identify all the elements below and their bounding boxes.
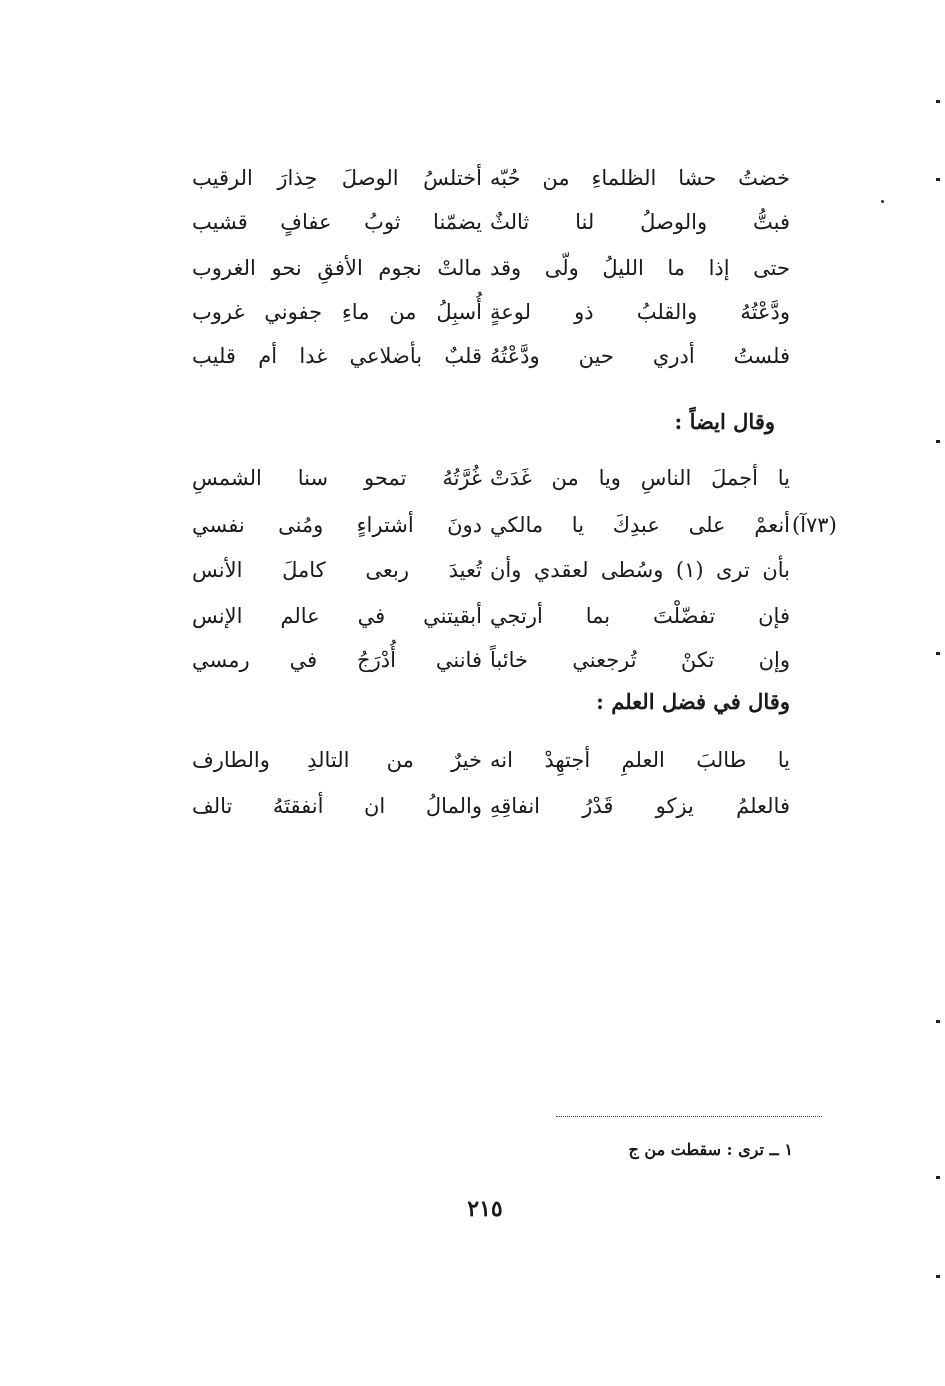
verse-hemistich-first: ودَّعْتُهُ والقلبُ ذو لوعةٍ [490, 300, 790, 324]
verse-hemistich-second: غُرَّتُهُ تمحو سنا الشمسِ [192, 466, 482, 490]
verse-hemistich-first: خضتُ حشا الظلماءِ من حُبّه [490, 166, 790, 190]
verse-hemistich-first: فبتُّ والوصلُ لنا ثالثٌ [490, 210, 790, 234]
scan-mark [936, 1020, 940, 1023]
verse-hemistich-first: يا طالبَ العلمِ أجتهِدْ انه [490, 748, 790, 772]
verse-hemistich-second: والمالُ ان أنفقتَهُ تالف [192, 794, 482, 818]
verse-hemistich-first: أنعمْ على عبدِكَ يا مالكي [490, 513, 790, 537]
verse-hemistich-second: خيرٌ من التالدِ والطارف [192, 748, 482, 772]
scan-mark [936, 1275, 940, 1278]
verse-hemistich-second: أختلسُ الوصلَ حِذارَ الرقيب [192, 166, 482, 190]
verse-line [192, 248, 790, 288]
verse-line [192, 292, 790, 332]
footnote-separator [556, 1116, 822, 1117]
section-heading: وقال في فضل العلم : [596, 689, 790, 714]
scan-mark [936, 652, 940, 655]
verse-hemistich-second: تُعيدَ ربعى كاملَ الأنس [192, 558, 482, 582]
verse-hemistich-second: يضمّنا ثوبُ عفافٍ قشيب [192, 210, 482, 234]
scan-speck [881, 200, 884, 203]
verse-line [192, 458, 790, 498]
verse-hemistich-first: فإن تفضّلْتَ بما أرتجي [490, 604, 790, 628]
verse-hemistich-first: بأن ترى (١) وسُطى لعقدي وأن [490, 558, 790, 582]
scan-mark [936, 178, 940, 181]
verse-hemistich-second: فانني أُدْرَجُ في رمسي [192, 648, 482, 672]
verse-hemistich-second: مالتْ نجوم الأفقِ نحو الغروب [192, 256, 482, 280]
verse-hemistich-second: أبقيتني في عالم الإنس [192, 604, 482, 628]
verse-line [192, 158, 790, 198]
verse-line [192, 596, 790, 636]
verse-line [192, 640, 790, 680]
verse-hemistich-second: دونَ أشتراءٍ ومُنى نفسي [192, 513, 482, 537]
folio-margin-note: (٧٣آ) [792, 513, 837, 537]
verse-hemistich-second: أُسبِلُ من ماءِ جفوني غروب [192, 300, 482, 324]
page-number: ٢١٥ [467, 1196, 503, 1222]
scan-mark [936, 1176, 940, 1179]
verse-hemistich-second: قلبٌ بأضلاعي غدا أم قليب [192, 344, 482, 368]
verse-line [192, 505, 790, 545]
verse-line [192, 202, 790, 242]
verse-hemistich-first: فلستُ أدري حين ودَّعْتُهُ [490, 344, 790, 368]
scan-mark [936, 440, 940, 443]
section-heading: وقال ايضاً : [674, 409, 775, 434]
scan-mark [936, 100, 940, 103]
verse-line [192, 786, 790, 826]
verse-hemistich-first: حتى إذا ما الليلُ ولّى وقد [490, 256, 790, 280]
verse-hemistich-first: فالعلمُ يزكو قَدْرُ انفاقِهِ [490, 794, 790, 818]
verse-line [192, 550, 790, 590]
verse-hemistich-first: وإن تكنْ تُرجعني خائباً [490, 648, 790, 672]
verse-line [192, 336, 790, 376]
footnote: ١ ــ ترى : سقطت من ج [628, 1140, 793, 1159]
verse-line [192, 740, 790, 780]
verse-hemistich-first: يا أجملَ الناسِ ويا من غَدَتْ [490, 466, 790, 490]
